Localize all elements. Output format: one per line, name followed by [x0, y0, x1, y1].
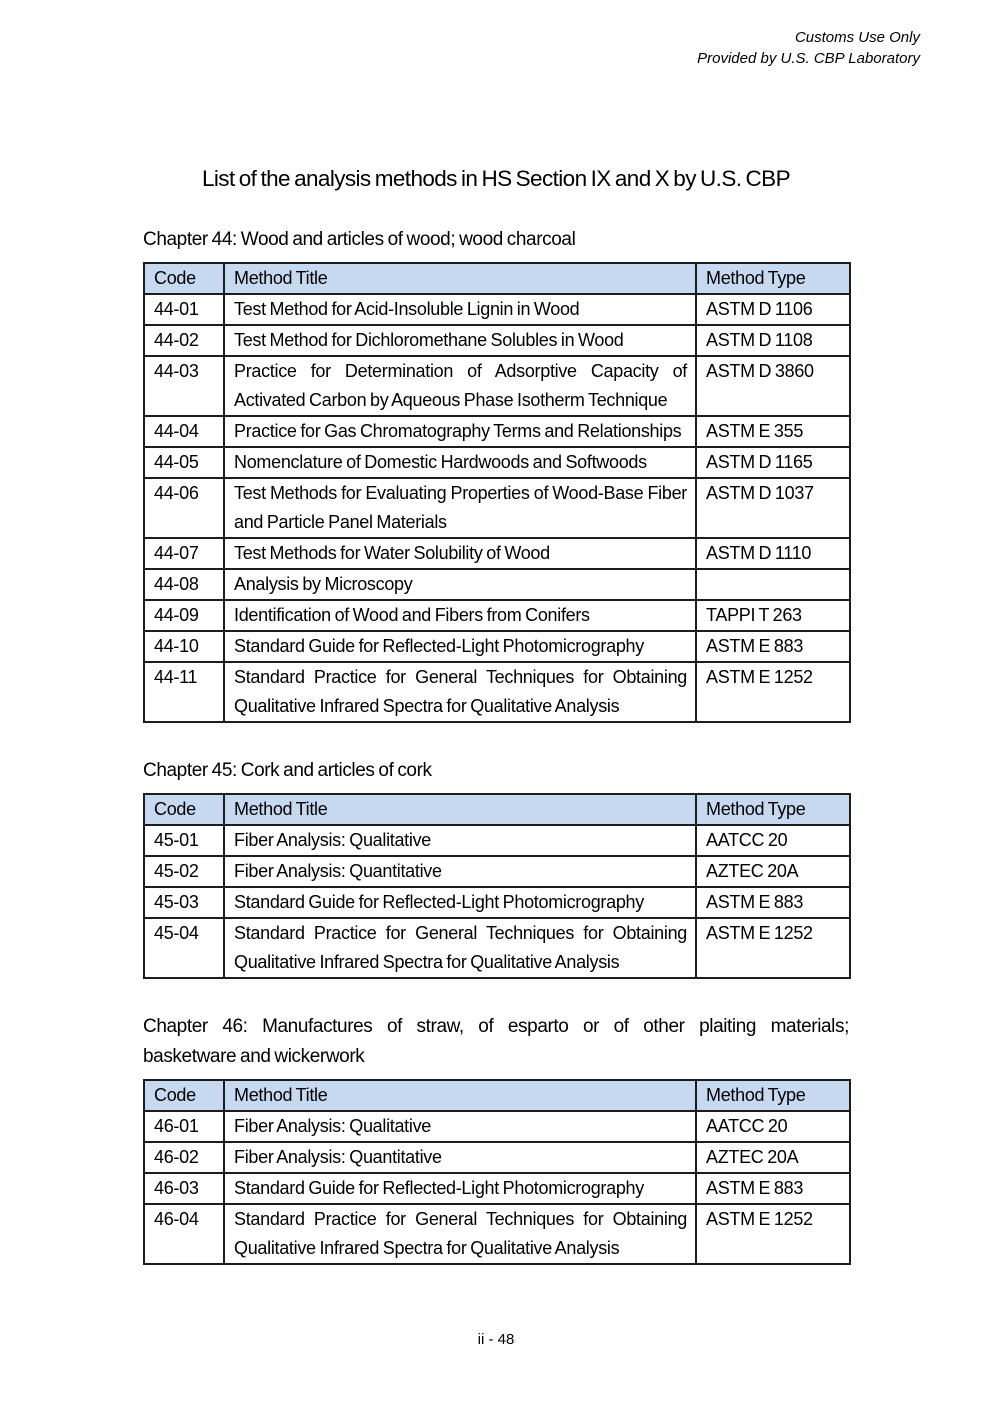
- code-cell: 44-08: [144, 569, 224, 600]
- methods-table: [143, 793, 851, 979]
- method-type-cell: ASTM D 1106: [696, 294, 850, 325]
- chapter-heading-line: Chapter 44: Wood and articles of wood; wood charcoal: [143, 229, 576, 250]
- page-title: List of the analysis methods in HS Section IX and X by U.S. CBP: [201, 166, 790, 191]
- col-header-type: Method Type: [696, 794, 850, 825]
- code-cell: 46-02: [144, 1142, 224, 1173]
- method-title-cell: Fiber Analysis: Qualitative: [224, 825, 696, 856]
- code-cell: 45-04: [144, 918, 224, 978]
- method-type-cell: TAPPI T 263: [696, 600, 850, 631]
- method-title-cell: Fiber Analysis: Quantitative: [224, 1142, 696, 1173]
- code-cell: 45-03: [144, 887, 224, 918]
- chapter-heading-line: basketware and wickerwork: [143, 1046, 365, 1067]
- methods-table: [143, 1079, 851, 1265]
- table-row: [144, 662, 850, 722]
- table-row: [144, 918, 850, 978]
- method-title-cell: Standard Practice for General Techniques for Obtaining Qualitative Infrared Spectra for Qualitative Analysis: [224, 918, 696, 978]
- table-header-row: [144, 263, 850, 294]
- code-cell: 44-01: [144, 294, 224, 325]
- table-row: [144, 887, 850, 918]
- code-cell: 44-10: [144, 631, 224, 662]
- method-type-cell: AZTEC 20A: [696, 1142, 850, 1173]
- col-header-type: Method Type: [696, 263, 850, 294]
- method-title-cell: Standard Guide for Reflected-Light Photomicrography: [224, 887, 696, 918]
- method-type-cell: ASTM D 1110: [696, 538, 850, 569]
- method-title-cell: Test Methods for Evaluating Properties of Wood-Base Fiber and Particle Panel Materials: [224, 478, 696, 538]
- method-type-cell: ASTM E 883: [696, 887, 850, 918]
- code-cell: 44-06: [144, 478, 224, 538]
- code-cell: 45-02: [144, 856, 224, 887]
- table-row: [144, 294, 850, 325]
- table-row: [144, 1111, 850, 1142]
- method-title-cell: Nomenclature of Domestic Hardwoods and Softwoods: [224, 447, 696, 478]
- table-row: [144, 569, 850, 600]
- table-row: [144, 325, 850, 356]
- method-title-cell: Identification of Wood and Fibers from Conifers: [224, 600, 696, 631]
- table-row: [144, 600, 850, 631]
- method-type-cell: ASTM E 1252: [696, 1204, 850, 1264]
- method-title-cell: Analysis by Microscopy: [224, 569, 696, 600]
- method-type-cell: AATCC 20: [696, 1111, 850, 1142]
- method-type-cell: AZTEC 20A: [696, 856, 850, 887]
- code-cell: 46-03: [144, 1173, 224, 1204]
- chapter-heading: [143, 225, 849, 255]
- chapter-section: [143, 1012, 849, 1265]
- method-type-cell: ASTM D 1108: [696, 325, 850, 356]
- code-cell: 44-05: [144, 447, 224, 478]
- code-cell: 44-07: [144, 538, 224, 569]
- method-title-cell: Practice for Gas Chromatography Terms and Relationships: [224, 416, 696, 447]
- table-header-row: [144, 1080, 850, 1111]
- table-row: [144, 631, 850, 662]
- col-header-code: Code: [144, 794, 224, 825]
- code-cell: 44-03: [144, 356, 224, 416]
- chapter-heading-line: Chapter 46: Manufactures of straw, of esparto or of other plaiting materials;: [143, 1016, 849, 1037]
- method-type-cell: ASTM D 3860: [696, 356, 850, 416]
- code-cell: 45-01: [144, 825, 224, 856]
- method-title-cell: Practice for Determination of Adsorptive Capacity of Activated Carbon by Aqueous Phase Isotherm Technique: [224, 356, 696, 416]
- code-cell: 46-04: [144, 1204, 224, 1264]
- table-row: [144, 538, 850, 569]
- code-cell: 44-04: [144, 416, 224, 447]
- code-cell: 44-09: [144, 600, 224, 631]
- method-title-cell: Fiber Analysis: Qualitative: [224, 1111, 696, 1142]
- table-row: [144, 856, 850, 887]
- col-header-code: Code: [144, 1080, 224, 1111]
- method-type-cell: [696, 569, 850, 600]
- method-title-cell: Test Method for Acid-Insoluble Lignin in Wood: [224, 294, 696, 325]
- table-row: [144, 478, 850, 538]
- customs-note-line2: Provided by U.S. CBP Laboratory: [697, 50, 920, 67]
- chapter-heading: [143, 1012, 849, 1072]
- method-type-cell: ASTM E 1252: [696, 662, 850, 722]
- table-row: [144, 1142, 850, 1173]
- methods-table: [143, 262, 851, 723]
- page-content: [143, 0, 849, 1265]
- code-cell: 44-02: [144, 325, 224, 356]
- method-type-cell: ASTM E 883: [696, 1173, 850, 1204]
- customs-note-line1: Customs Use Only: [794, 29, 920, 46]
- table-row: [144, 356, 850, 416]
- col-header-title: Method Title: [224, 794, 696, 825]
- method-type-cell: ASTM E 1252: [696, 918, 850, 978]
- col-header-title: Method Title: [224, 263, 696, 294]
- method-title-cell: Standard Practice for General Techniques for Obtaining Qualitative Infrared Spectra for Qualitative Analysis: [224, 662, 696, 722]
- table-row: [144, 1173, 850, 1204]
- sections-container: [143, 225, 849, 1265]
- table-row: [144, 1204, 850, 1264]
- method-type-cell: ASTM E 883: [696, 631, 850, 662]
- method-title-cell: Fiber Analysis: Quantitative: [224, 856, 696, 887]
- chapter-section: [143, 225, 849, 723]
- table-row: [144, 416, 850, 447]
- table-row: [144, 825, 850, 856]
- method-title-cell: Standard Practice for General Techniques for Obtaining Qualitative Infrared Spectra for Qualitative Analysis: [224, 1204, 696, 1264]
- method-title-cell: Standard Guide for Reflected-Light Photomicrography: [224, 631, 696, 662]
- col-header-title: Method Title: [224, 1080, 696, 1111]
- page-number: ii - 48: [477, 1331, 515, 1348]
- method-title-cell: Test Methods for Water Solubility of Wood: [224, 538, 696, 569]
- col-header-type: Method Type: [696, 1080, 850, 1111]
- chapter-section: [143, 756, 849, 979]
- method-title-cell: Standard Guide for Reflected-Light Photomicrography: [224, 1173, 696, 1204]
- chapter-heading: [143, 756, 849, 786]
- code-cell: 44-11: [144, 662, 224, 722]
- method-type-cell: ASTM E 355: [696, 416, 850, 447]
- method-type-cell: AATCC 20: [696, 825, 850, 856]
- method-title-cell: Test Method for Dichloromethane Solubles in Wood: [224, 325, 696, 356]
- col-header-code: Code: [144, 263, 224, 294]
- method-type-cell: ASTM D 1037: [696, 478, 850, 538]
- method-type-cell: ASTM D 1165: [696, 447, 850, 478]
- table-row: [144, 447, 850, 478]
- chapter-heading-line: Chapter 45: Cork and articles of cork: [143, 760, 432, 781]
- code-cell: 46-01: [144, 1111, 224, 1142]
- table-header-row: [144, 794, 850, 825]
